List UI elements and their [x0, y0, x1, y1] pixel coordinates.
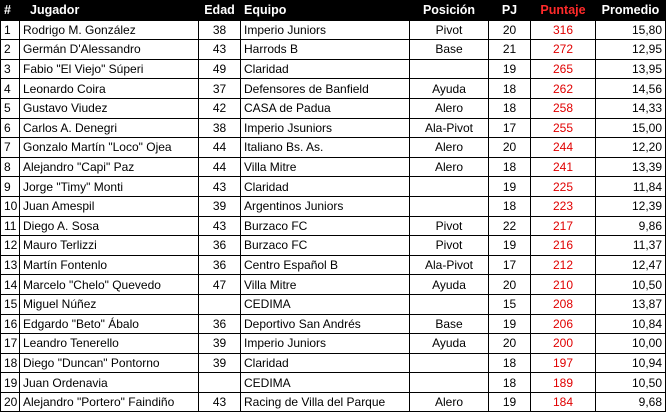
- table-row: [1, 59, 666, 79]
- cell-position: Base: [410, 40, 489, 60]
- cell-points: 316: [531, 20, 596, 40]
- cell-position: Ayuda: [410, 79, 489, 99]
- table-row: [1, 255, 666, 275]
- cell-age: 44: [199, 138, 241, 158]
- cell-team: Imperio Jsuniors: [241, 118, 410, 138]
- header-team: Equipo: [241, 1, 410, 21]
- cell-team: Burzaco FC: [241, 236, 410, 256]
- cell-average: 15,80: [596, 20, 666, 40]
- cell-games: 20: [489, 138, 531, 158]
- header-position: Posición: [410, 1, 489, 21]
- cell-points: 200: [531, 334, 596, 354]
- cell-points: 241: [531, 157, 596, 177]
- cell-average: 10,84: [596, 314, 666, 334]
- cell-player: Fabio "El Viejo" Súperi: [20, 59, 199, 79]
- header-age: Edad: [199, 1, 241, 21]
- cell-team: CASA de Padua: [241, 98, 410, 118]
- cell-player: Diego "Duncan" Pontorno: [20, 353, 199, 373]
- cell-average: 14,33: [596, 98, 666, 118]
- cell-team: CEDIMA: [241, 373, 410, 393]
- cell-num: 2: [1, 40, 20, 60]
- cell-points: 225: [531, 177, 596, 197]
- cell-points: 208: [531, 294, 596, 314]
- table-row: [1, 216, 666, 236]
- table-row: [1, 98, 666, 118]
- cell-average: 11,37: [596, 236, 666, 256]
- cell-num: 3: [1, 59, 20, 79]
- cell-team: Racing de Villa del Parque: [241, 392, 410, 412]
- cell-points: 255: [531, 118, 596, 138]
- cell-num: 10: [1, 196, 20, 216]
- header-row: [1, 1, 666, 21]
- cell-player: Alejandro "Portero" Faindiño: [20, 392, 199, 412]
- cell-games: 18: [489, 196, 531, 216]
- cell-num: 11: [1, 216, 20, 236]
- table-row: [1, 334, 666, 354]
- cell-points: 272: [531, 40, 596, 60]
- cell-points: 223: [531, 196, 596, 216]
- cell-games: 19: [489, 177, 531, 197]
- cell-age: 36: [199, 255, 241, 275]
- cell-team: Villa Mitre: [241, 275, 410, 295]
- cell-player: Mauro Terlizzi: [20, 236, 199, 256]
- cell-age: 38: [199, 20, 241, 40]
- cell-player: Gonzalo Martín "Loco" Ojea: [20, 138, 199, 158]
- cell-points: 197: [531, 353, 596, 373]
- cell-position: Pivot: [410, 236, 489, 256]
- cell-position: Alero: [410, 392, 489, 412]
- table-row: [1, 118, 666, 138]
- cell-games: 19: [489, 59, 531, 79]
- cell-team: Defensores de Banfield: [241, 79, 410, 99]
- cell-player: Leandro Tenerello: [20, 334, 199, 354]
- cell-num: 16: [1, 314, 20, 334]
- table-row: [1, 294, 666, 314]
- table-row: [1, 20, 666, 40]
- cell-position: [410, 353, 489, 373]
- cell-average: 10,50: [596, 373, 666, 393]
- table-row: [1, 275, 666, 295]
- cell-average: 12,47: [596, 255, 666, 275]
- cell-num: 20: [1, 392, 20, 412]
- table-row: [1, 177, 666, 197]
- cell-player: Germán D'Alessandro: [20, 40, 199, 60]
- cell-position: [410, 177, 489, 197]
- cell-team: Harrods B: [241, 40, 410, 60]
- cell-team: Burzaco FC: [241, 216, 410, 236]
- header-num: #: [1, 1, 20, 21]
- cell-games: 18: [489, 353, 531, 373]
- cell-player: Miguel Núñez: [20, 294, 199, 314]
- cell-position: Ayuda: [410, 275, 489, 295]
- header-player: Jugador: [20, 1, 199, 21]
- cell-games: 15: [489, 294, 531, 314]
- cell-games: 21: [489, 40, 531, 60]
- cell-average: 11,84: [596, 177, 666, 197]
- cell-num: 19: [1, 373, 20, 393]
- cell-team: Claridad: [241, 177, 410, 197]
- cell-age: 39: [199, 353, 241, 373]
- cell-team: Claridad: [241, 353, 410, 373]
- cell-games: 17: [489, 255, 531, 275]
- cell-position: Ala-Pivot: [410, 118, 489, 138]
- cell-num: 1: [1, 20, 20, 40]
- cell-points: 244: [531, 138, 596, 158]
- cell-position: [410, 59, 489, 79]
- table-row: [1, 353, 666, 373]
- cell-games: 22: [489, 216, 531, 236]
- cell-points: 262: [531, 79, 596, 99]
- cell-average: 9,68: [596, 392, 666, 412]
- cell-player: Marcelo "Chelo" Quevedo: [20, 275, 199, 295]
- cell-age: [199, 373, 241, 393]
- cell-average: 12,95: [596, 40, 666, 60]
- header-average: Promedio: [596, 1, 666, 21]
- cell-num: 17: [1, 334, 20, 354]
- cell-num: 15: [1, 294, 20, 314]
- cell-age: 43: [199, 392, 241, 412]
- cell-player: Rodrigo M. González: [20, 20, 199, 40]
- cell-average: 9,86: [596, 216, 666, 236]
- cell-points: 258: [531, 98, 596, 118]
- cell-num: 12: [1, 236, 20, 256]
- cell-age: 36: [199, 236, 241, 256]
- cell-average: 15,00: [596, 118, 666, 138]
- cell-average: 14,56: [596, 79, 666, 99]
- header-points: Puntaje: [531, 1, 596, 21]
- cell-player: Alejandro "Capi" Paz: [20, 157, 199, 177]
- table-row: [1, 138, 666, 158]
- cell-position: Pivot: [410, 216, 489, 236]
- cell-age: 38: [199, 118, 241, 138]
- cell-points: 189: [531, 373, 596, 393]
- cell-player: Carlos A. Denegri: [20, 118, 199, 138]
- cell-team: Imperio Juniors: [241, 20, 410, 40]
- cell-position: Alero: [410, 138, 489, 158]
- cell-player: Diego A. Sosa: [20, 216, 199, 236]
- cell-games: 18: [489, 98, 531, 118]
- cell-num: 5: [1, 98, 20, 118]
- cell-age: 39: [199, 334, 241, 354]
- cell-games: 19: [489, 392, 531, 412]
- cell-average: 12,39: [596, 196, 666, 216]
- cell-num: 9: [1, 177, 20, 197]
- cell-games: 20: [489, 275, 531, 295]
- cell-team: Claridad: [241, 59, 410, 79]
- table-row: [1, 314, 666, 334]
- table-row: [1, 79, 666, 99]
- cell-points: 206: [531, 314, 596, 334]
- cell-player: Juan Amespil: [20, 196, 199, 216]
- table-row: [1, 157, 666, 177]
- cell-points: 184: [531, 392, 596, 412]
- cell-position: Pivot: [410, 20, 489, 40]
- cell-team: Imperio Juniors: [241, 334, 410, 354]
- cell-points: 212: [531, 255, 596, 275]
- cell-position: Alero: [410, 98, 489, 118]
- cell-team: Deportivo San Andrés: [241, 314, 410, 334]
- cell-position: [410, 373, 489, 393]
- cell-position: Ayuda: [410, 334, 489, 354]
- table-row: [1, 236, 666, 256]
- cell-num: 14: [1, 275, 20, 295]
- cell-num: 8: [1, 157, 20, 177]
- cell-games: 20: [489, 20, 531, 40]
- cell-position: Base: [410, 314, 489, 334]
- cell-age: 37: [199, 79, 241, 99]
- cell-team: Argentinos Juniors: [241, 196, 410, 216]
- cell-num: 4: [1, 79, 20, 99]
- cell-age: 42: [199, 98, 241, 118]
- cell-age: [199, 294, 241, 314]
- cell-position: [410, 294, 489, 314]
- cell-games: 17: [489, 118, 531, 138]
- cell-average: 13,95: [596, 59, 666, 79]
- cell-player: Edgardo "Beto" Ábalo: [20, 314, 199, 334]
- cell-average: 13,39: [596, 157, 666, 177]
- cell-games: 18: [489, 79, 531, 99]
- cell-average: 13,87: [596, 294, 666, 314]
- cell-team: Centro Español B: [241, 255, 410, 275]
- cell-games: 18: [489, 157, 531, 177]
- table-body: [1, 20, 666, 412]
- cell-age: 44: [199, 157, 241, 177]
- cell-team: CEDIMA: [241, 294, 410, 314]
- cell-games: 20: [489, 334, 531, 354]
- cell-player: Juan Ordenavia: [20, 373, 199, 393]
- cell-games: 18: [489, 373, 531, 393]
- cell-age: 36: [199, 314, 241, 334]
- cell-age: 49: [199, 59, 241, 79]
- cell-age: 47: [199, 275, 241, 295]
- cell-team: Villa Mitre: [241, 157, 410, 177]
- cell-position: [410, 196, 489, 216]
- table-row: [1, 392, 666, 412]
- cell-points: 217: [531, 216, 596, 236]
- cell-player: Leonardo Coira: [20, 79, 199, 99]
- cell-position: Alero: [410, 157, 489, 177]
- table-row: [1, 196, 666, 216]
- cell-player: Gustavo Viudez: [20, 98, 199, 118]
- cell-age: 43: [199, 177, 241, 197]
- cell-num: 6: [1, 118, 20, 138]
- cell-num: 18: [1, 353, 20, 373]
- cell-num: 13: [1, 255, 20, 275]
- cell-player: Jorge "Timy" Monti: [20, 177, 199, 197]
- cell-points: 265: [531, 59, 596, 79]
- cell-age: 43: [199, 40, 241, 60]
- cell-points: 210: [531, 275, 596, 295]
- cell-position: Ala-Pivot: [410, 255, 489, 275]
- table-row: [1, 40, 666, 60]
- cell-num: 7: [1, 138, 20, 158]
- cell-team: Italiano Bs. As.: [241, 138, 410, 158]
- cell-age: 43: [199, 216, 241, 236]
- cell-age: 39: [199, 196, 241, 216]
- cell-games: 19: [489, 314, 531, 334]
- cell-points: 216: [531, 236, 596, 256]
- cell-average: 12,20: [596, 138, 666, 158]
- cell-average: 10,00: [596, 334, 666, 354]
- cell-average: 10,94: [596, 353, 666, 373]
- header-games: PJ: [489, 1, 531, 21]
- cell-player: Martín Fontenlo: [20, 255, 199, 275]
- table-row: [1, 373, 666, 393]
- cell-average: 10,50: [596, 275, 666, 295]
- cell-games: 19: [489, 236, 531, 256]
